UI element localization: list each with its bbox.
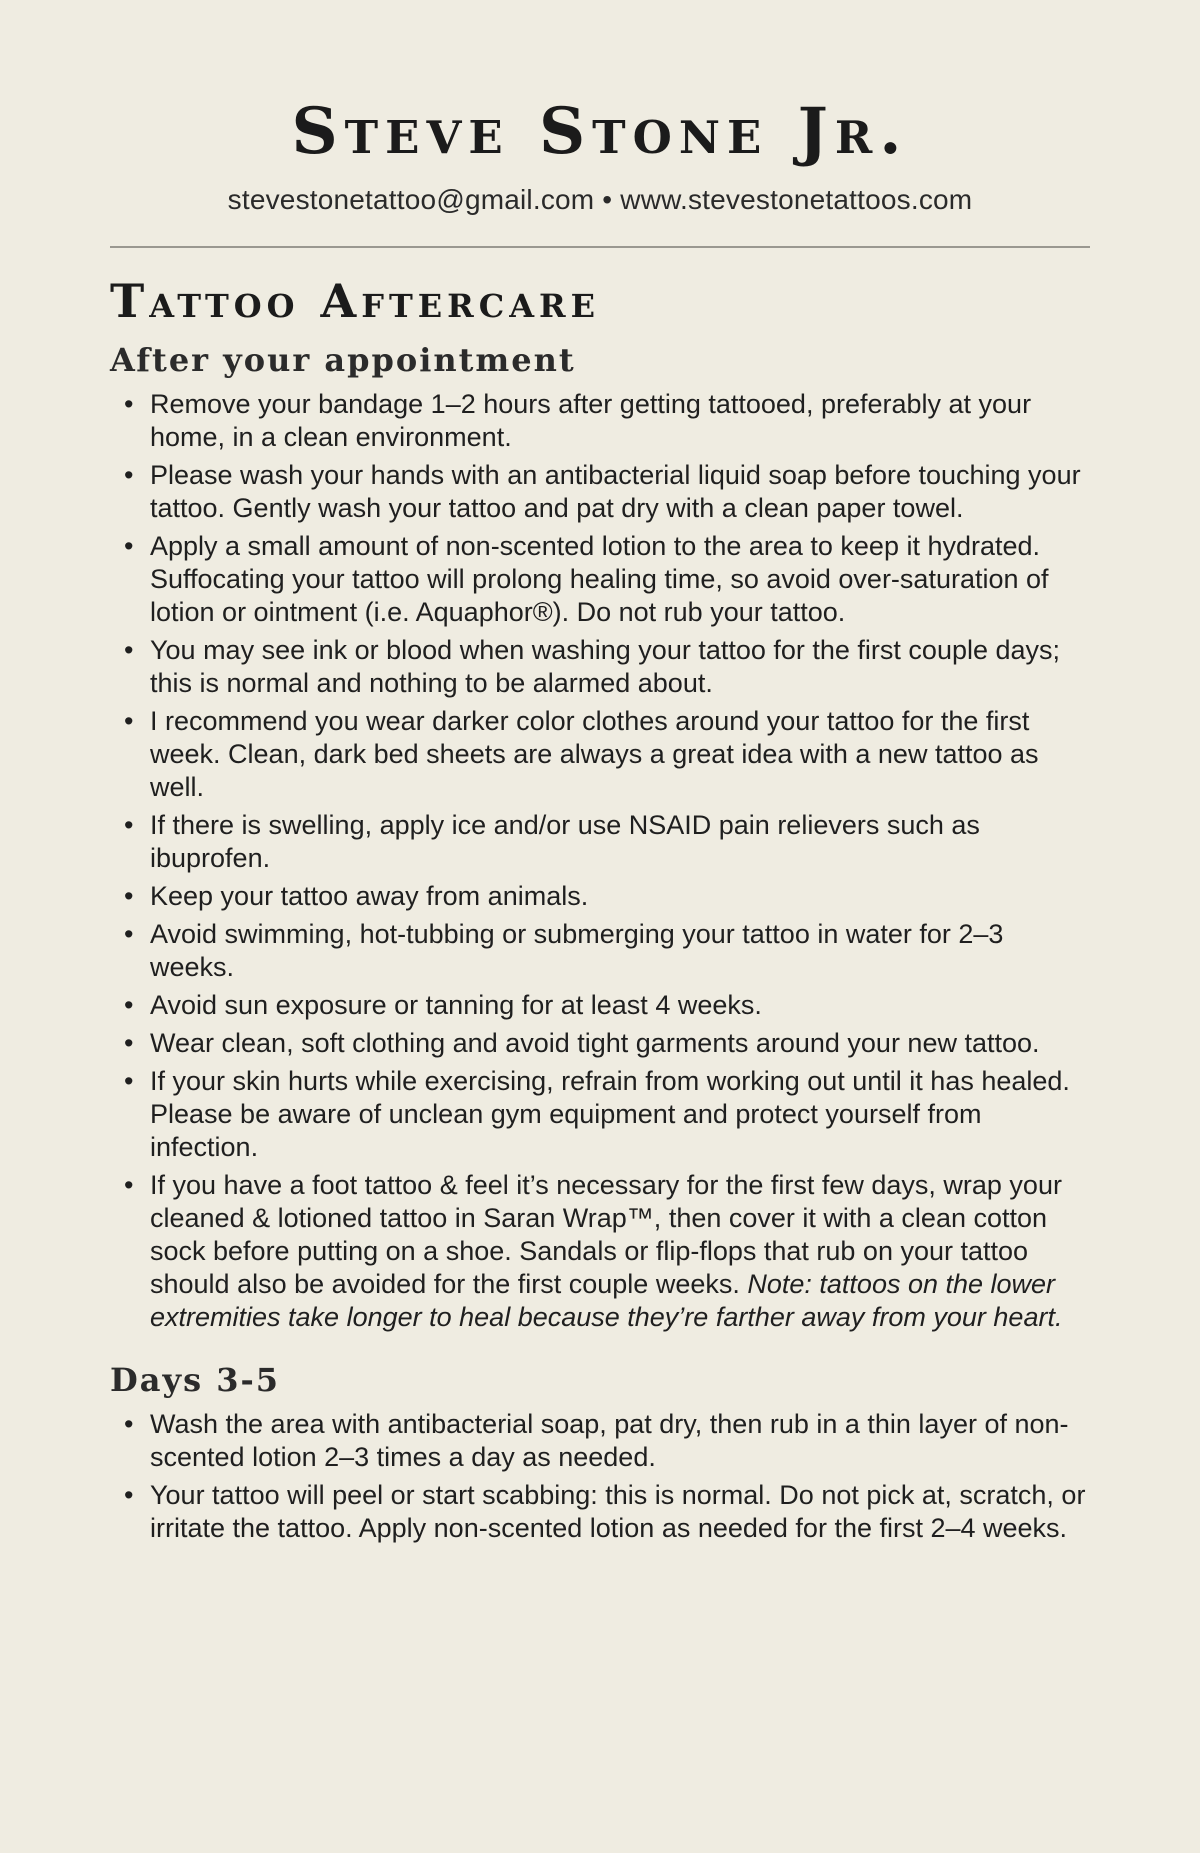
list-item: [110, 530, 1090, 629]
list-item-text: Keep your tattoo away from animals.: [150, 881, 589, 911]
list-item: [110, 634, 1090, 700]
bullet-icon: •: [124, 990, 134, 1020]
bullet-icon: •: [124, 1409, 134, 1439]
bullet-icon: •: [124, 1028, 134, 1058]
list-item: [110, 705, 1090, 804]
section-heading-days-3-5: Days 3-5: [110, 1361, 281, 1399]
list-item: [110, 1027, 1090, 1060]
list-item-text: You may see ink or blood when washing your tattoo for the first couple days; this is normal and nothing to be alarmed about.: [150, 635, 1061, 698]
list-item: [110, 388, 1090, 454]
contact-info: stevestonetattoo@gmail.com • www.stevestonetattoos.com: [227, 184, 973, 215]
list-item: [110, 809, 1090, 875]
bullet-icon: •: [124, 1170, 134, 1200]
page-title: Tattoo Aftercare: [110, 274, 601, 328]
bullet-icon: •: [124, 531, 134, 561]
list-item-text: Avoid sun exposure or tanning for at least 4 weeks.: [150, 990, 762, 1020]
list-item: [110, 1408, 1090, 1474]
list-item-text: Avoid swimming, hot-tubbing or submerging your tattoo in water for 2–3 weeks.: [150, 919, 1004, 982]
list-item: [110, 459, 1090, 525]
note-label: Note: [747, 1269, 805, 1299]
list-item: [110, 1169, 1090, 1334]
list-item: [110, 880, 1090, 913]
bullet-icon: •: [124, 706, 134, 736]
note-text: : tattoos on the lower extremities take longer to heal because they’re farther away from your heart.: [150, 1269, 1063, 1332]
list-item-text: Apply a small amount of non-scented lotion to the area to keep it hydrated. Suffocating your tattoo will prolong healing time, so avoid over-saturation of lotion or ointment (i.e. Aquaphor®). Do not rub your tattoo.: [150, 531, 1049, 627]
bullet-icon: •: [124, 919, 134, 949]
bullet-icon: •: [124, 389, 134, 419]
section-heading-after-appointment: After your appointment: [110, 341, 576, 379]
list-item: [110, 1065, 1090, 1164]
list-item-text: Remove your bandage 1–2 hours after getting tattooed, preferably at your home, in a clean environment.: [150, 389, 1032, 452]
bullet-icon: •: [124, 635, 134, 665]
after-appointment-list: [110, 388, 1090, 1334]
list-item-text: If there is swelling, apply ice and/or use NSAID pain relievers such as ibuprofen.: [150, 810, 980, 873]
list-item: [110, 1479, 1090, 1545]
artist-name: Steve Stone Jr.: [291, 94, 909, 169]
days-3-5-list: [110, 1408, 1090, 1545]
list-item-text: If you have a foot tattoo & feel it’s necessary for the first few days, wrap your cleaned & lotioned tattoo in Saran Wrap™, then cover it with a clean cotton sock before putting on a shoe. Sandals or flip-flops that rub on your tattoo should also be avoided for the first couple weeks.: [150, 1170, 1062, 1299]
list-item-text: I recommend you wear darker color clothes around your tattoo for the first week. Clean, dark bed sheets are always a great idea with a new tattoo as well.: [150, 706, 1039, 802]
list-item: [110, 989, 1090, 1022]
list-item: [110, 918, 1090, 984]
list-item-text: Wear clean, soft clothing and avoid tight garments around your new tattoo.: [150, 1028, 1040, 1058]
bullet-icon: •: [124, 1480, 134, 1510]
bullet-icon: •: [124, 810, 134, 840]
header-divider: [110, 246, 1090, 248]
list-item-text: Your tattoo will peel or start scabbing: this is normal. Do not pick at, scratch, or irritate the tattoo. Apply non-scented lotion as needed for the first 2–4 weeks.: [150, 1480, 1086, 1543]
bullet-icon: •: [124, 460, 134, 490]
bullet-icon: •: [124, 1066, 134, 1096]
list-item-text: Wash the area with antibacterial soap, pat dry, then rub in a thin layer of non-scented lotion 2–3 times a day as needed.: [150, 1409, 1069, 1472]
list-item-text: If your skin hurts while exercising, refrain from working out until it has healed. Please be aware of unclean gym equipment and protect yourself from infection.: [150, 1066, 1070, 1162]
list-item-text: Please wash your hands with an antibacterial liquid soap before touching your tattoo. Gently wash your tattoo and pat dry with a clean paper towel.: [150, 460, 1081, 523]
bullet-icon: •: [124, 881, 134, 911]
